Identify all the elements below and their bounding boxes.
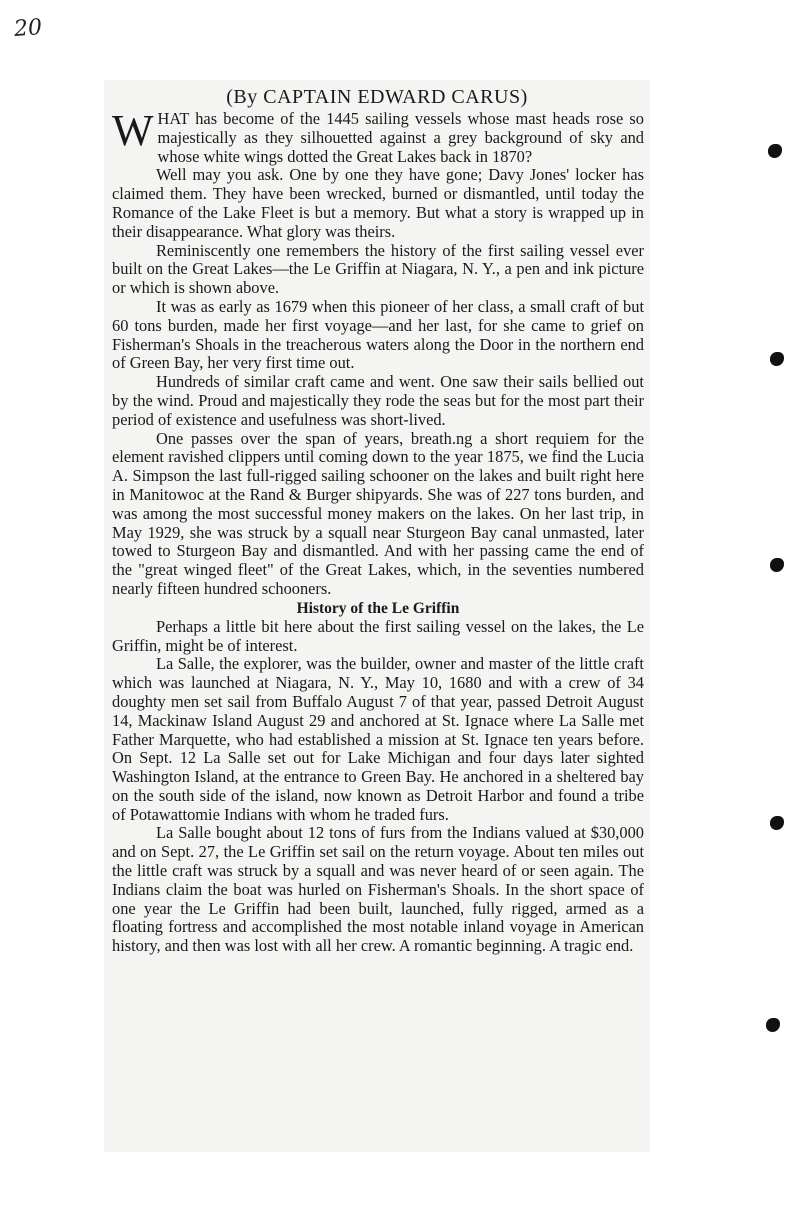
article-paragraph: La Salle bought about 12 tons of furs from the Indians valued at $30,000 and on Sept. 27, the Le Griffin set sail on the return voyage. About ten miles out the little craft was struck by a squall and was never heard of or seen again. The Indians claim the boat was hurled on Fisherman's Shoals. In the short space of one year the Le Griffin had been built, launched, fully rigged, armed as a floating fortress and accomplished the most notable inland voyage in American history, and then was lost with all her crew. A romantic beginning. A tragic end.: [112, 823, 644, 956]
article-paragraph: Well may you ask. One by one they have gone; Davy Jones' locker has claimed them. They have been wrecked, burned or dismantled, until today the Romance of the Lake Fleet is but a memory. But what a story is wrapped up in their disappearance. What glory was theirs.: [112, 165, 644, 241]
article-column: [104, 80, 650, 1152]
binder-hole-mark: [770, 352, 784, 366]
drop-cap: W: [112, 106, 154, 155]
article-paragraph: It was as early as 1679 when this pioneer of her class, a small craft of but 60 tons burden, made her first voyage—and her last, for she came to grief on Fisherman's Shoals in the treacherous waters along the Door in the northern end of Green Bay, her very first time out.: [112, 296, 644, 373]
article-paragraph: One passes over the span of years, breath.ng a short requiem for the element ravished clippers until coming down to the year 1875, we find the Lucia A. Simpson the last full-rigged sailing schooner on the lakes and built right here in Manitowoc at the Rand & Burger shipyards. She was of 227 tons burden, and was among the most successful money makers on the lakes. On her last trip, in May 1929, she was struck by a squall near Sturgeon Bay canal unmasted, later towed to Sturgeon Bay and dismantled. And with her passing came the end of the "great winged fleet" of the Great Lakes, which, in the seventies numbered nearly fifteen hundred schooners.: [112, 428, 644, 598]
binder-hole-mark: [770, 816, 784, 830]
section-heading: History of the Le Griffin: [296, 599, 460, 617]
article-paragraph: WHAT has become of the 1445 sailing vessels whose mast heads rose so majestically as they silhouetted against a grey background of sky and whose white wings dotted the Great Lakes back in 1870?: [112, 106, 644, 166]
article-paragraph: La Salle, the explorer, was the builder, owner and master of the little craft which was launched at Niagara, N. Y., May 10, 1680 and with a crew of 34 doughty men set sail from Buffalo August 7 of that year, passed Detroit August 14, Mackinaw Island August 29 and anchored at St. Ignace where La Salle met Father Marquette, who had established a mission at St. Ignace ten years before. On Sept. 12 La Salle set out for Lake Michigan and four days later sighted Washington Island, at the entrance to Green Bay. He anchored in a sheltered bay on the south side of the island, now known as Detroit Harbor and found a tribe of Potawattomie Indians with whom he traded furs.: [112, 654, 644, 824]
binder-hole-mark: [770, 558, 784, 572]
article-paragraph: Perhaps a little bit here about the first sailing vessel on the lakes, the Le Griffin, might be of interest.: [112, 616, 644, 655]
binder-hole-mark: [768, 144, 782, 158]
page-number: 20: [13, 15, 43, 42]
binder-hole-mark: [766, 1018, 780, 1032]
article-body: [104, 106, 650, 956]
article-paragraph: Hundreds of similar craft came and went. One saw their sails bellied out by the wind. Proud and majestically they rode the seas but for the most part their period of existence and usefulness was short-lived.: [112, 372, 644, 429]
article-paragraph: Reminiscently one remembers the history of the first sailing vessel ever built on the Great Lakes—the Le Griffin at Niagara, N. Y., a pen and ink picture or which is shown above.: [112, 240, 644, 298]
byline: (By CAPTAIN EDWARD CARUS): [226, 86, 528, 108]
